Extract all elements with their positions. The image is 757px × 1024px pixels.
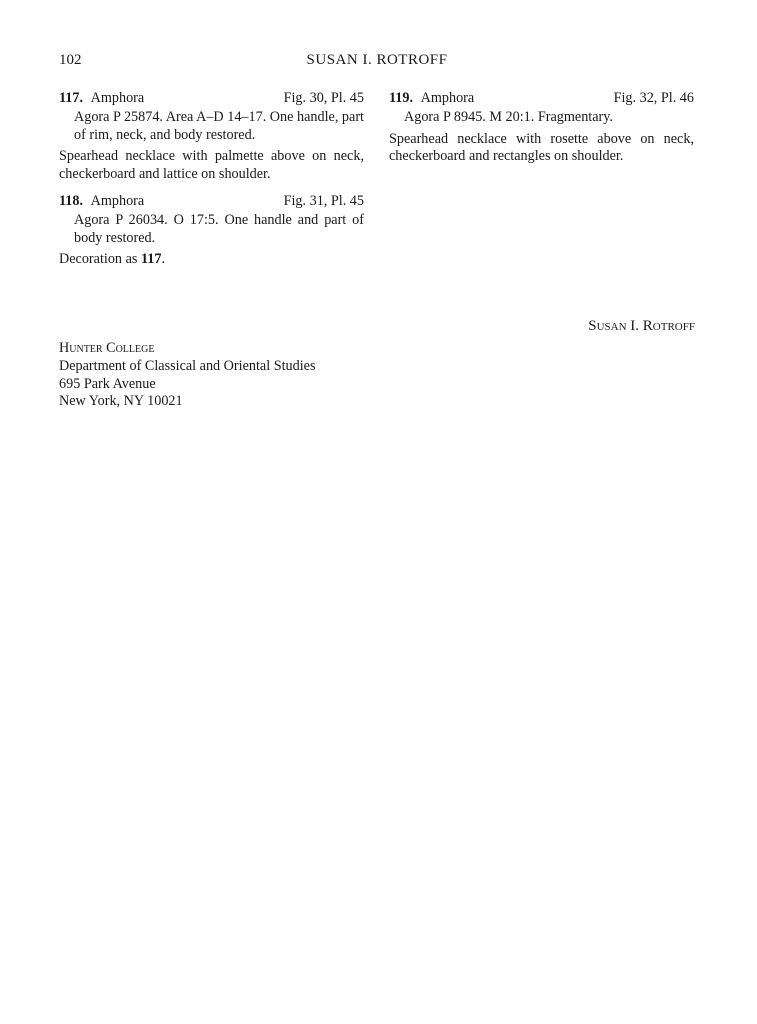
catalog-entry-118	[59, 193, 364, 269]
entry-title: Amphora	[90, 193, 145, 209]
right-column	[389, 90, 694, 166]
figure-reference: Fig. 30, Pl. 45	[283, 90, 364, 106]
address-street: 695 Park Avenue	[59, 375, 156, 392]
running-head-author: SUSAN I. ROTROFF	[306, 52, 448, 68]
entry-heading	[389, 90, 694, 108]
description-text: Decoration as	[59, 251, 141, 267]
entry-provenance: Agora P 8945. M 20:1. Fragmentary.	[404, 109, 613, 125]
cross-reference: 117	[140, 251, 162, 267]
figure-reference: Fig. 32, Pl. 46	[613, 90, 694, 106]
running-head	[59, 52, 695, 72]
entry-heading	[59, 90, 364, 108]
figure-reference: Fig. 31, Pl. 45	[283, 193, 364, 209]
entry-number: 117.	[59, 90, 84, 106]
page-number: 102	[59, 52, 82, 68]
address-department: Department of Classical and Oriental Studies	[59, 357, 316, 374]
description-end: .	[161, 251, 165, 267]
entry-heading	[59, 193, 364, 211]
author-address	[59, 340, 316, 411]
entry-title: Amphora	[90, 90, 145, 106]
entry-title: Amphora	[420, 90, 475, 106]
entry-number: 119.	[389, 90, 414, 106]
entry-provenance: Agora P 25874. Area A–D 14–17. One handle, part of rim, neck, and body restored.	[74, 109, 364, 143]
left-column	[59, 90, 364, 269]
author-signature: Susan I. Rotroff	[588, 318, 695, 334]
catalog-entry-119	[389, 90, 694, 166]
entry-description: Spearhead necklace with rosette above on neck, checkerboard and rectangles on shoulder.	[389, 130, 694, 164]
entry-number: 118.	[59, 193, 84, 209]
address-institution: Hunter College	[59, 340, 155, 356]
entry-description	[59, 251, 364, 269]
entry-description: Spearhead necklace with palmette above on neck, checkerboard and lattice on shoulder.	[59, 148, 364, 182]
entry-provenance: Agora P 26034. O 17:5. One handle and part of body restored.	[74, 212, 364, 246]
catalog-entry-117	[59, 90, 364, 183]
address-city: New York, NY 10021	[59, 393, 183, 410]
